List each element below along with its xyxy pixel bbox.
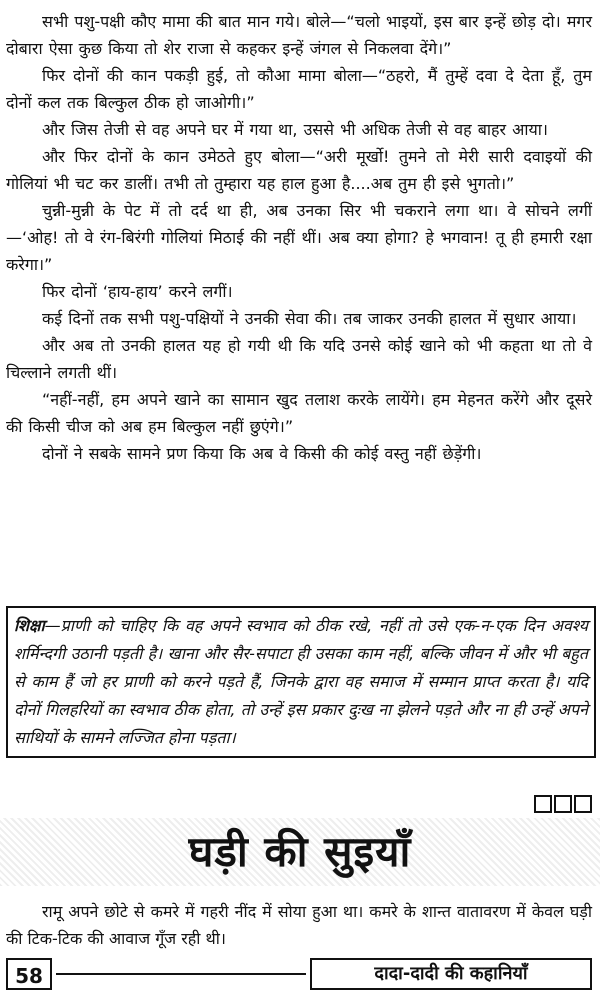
story-text (6, 8, 592, 467)
new-story-text (6, 898, 592, 952)
footer-divider (56, 973, 306, 975)
story-paragraph: और अब तो उनकी हालत यह हो गयी थी कि यदि उनसे कोई खाने को भी कहता था तो वे चिल्लाने लगती थीं। (6, 336, 592, 382)
moral-box (6, 606, 596, 758)
story-paragraph: सभी पशु-पक्षी कौए मामा की बात मान गये। बोले—“चलो भाइयों, इस बार इन्हें छोड़ दो। मगर दोबारा ऐसा कुछ किया तो शेर राजा से कहकर इन्हें जंगल से निकलवा देंगे।” (6, 12, 592, 58)
story-paragraph: और जिस तेजी से वह अपने घर में गया था, उससे भी अधिक तेजी से वह बाहर आया। (42, 120, 548, 139)
story-paragraph: चुन्नी-मुन्नी के पेट में तो दर्द था ही, अब उनका सिर भी चकराने लगा था। वे सोचने लगीं—‘ओह! तो वे रंग-बिरंगी गोलियां मिठाई की नहीं थीं। अब क्या होगा? हे भगवान! तू ही हमारी रक्षा करेगा।” (6, 201, 592, 274)
end-of-story-mark (534, 795, 592, 813)
story-paragraph: फिर दोनों की कान पकड़ी हुई, तो कौआ मामा बोला—“ठहरो, मैं तुम्हें दवा दे देता हूँ, तुम दोनों कल तक बिल्कुल ठीक हो जाओगी।” (6, 66, 592, 112)
moral-text: —प्राणी को चाहिए कि वह अपने स्वभाव को ठीक रखे, नहीं तो उसे एक-न-एक दिन अवश्य शर्मिन्दगी उठानी पड़ती है। खाना और सैर-सपाटा ही उसका काम नहीं, बल्कि जीवन में और भी बहुत से काम हैं जो हर प्राणी को करने पड़ते हैं, जिनके द्वारा वह समाज में सम्मान प्राप्त करता है। यदि दोनों गिलहरियों का स्वभाव ठीक होता, तो उन्हें इस प्रकार दुःख ना झेलने पड़ते और ना ही उन्हें अपने साथियों के सामने लज्जित होना पड़ता। (14, 616, 588, 747)
story-paragraph: रामू अपने छोटे से कमरे में गहरी नींद में सोया हुआ था। कमरे के शान्त वातावरण में केवल घड़ी की टिक-टिक की आवाज गूँज रही थी। (6, 902, 592, 948)
story-paragraph: कई दिनों तक सभी पशु-पक्षियों ने उनकी सेवा की। तब जाकर उनकी हालत में सुधार आया। (42, 309, 577, 328)
chapter-title: घड़ी की सुइयाँ (188, 827, 412, 876)
story-paragraph: फिर दोनों ‘हाय-हाय’ करने लगीं। (42, 282, 233, 301)
moral-label: शिक्षा (14, 616, 45, 635)
story-paragraph: “नहीं-नहीं, हम अपने खाने का सामान खुद तलाश करके लायेंगे। हम मेहनत करेंगे और दूसरे की किसी चीज को अब हम बिल्कुल नहीं छुएंगे।” (6, 390, 592, 436)
square-icon (554, 795, 572, 813)
square-icon (574, 795, 592, 813)
story-paragraph: और फिर दोनों के कान उमेठते हुए बोला—“अरी मूर्खो! तुमने तो मेरी सारी दवाइयों की गोलियां भी चट कर डालीं। तभी तो तुम्हारा यह हाल हुआ है....अब तुम ही इसे भुगतो।” (6, 147, 592, 193)
book-title: दादा-दादी की कहानियाँ (310, 958, 592, 990)
story-paragraph: दोनों ने सबके सामने प्रण किया कि अब वे किसी की कोई वस्तु नहीं छेड़ेंगी। (42, 444, 482, 463)
page-number: 58 (6, 958, 52, 990)
square-icon (534, 795, 552, 813)
